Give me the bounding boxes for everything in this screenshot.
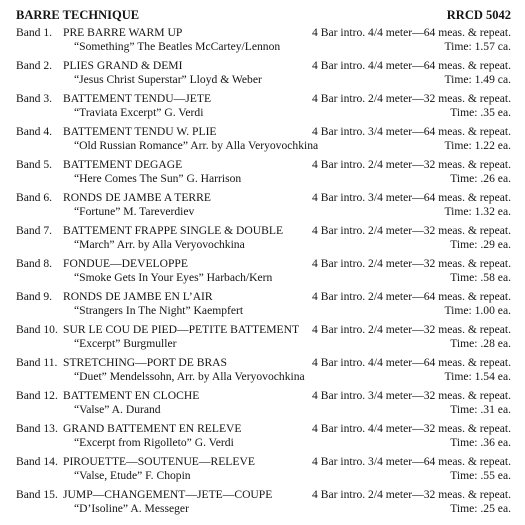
track-credit-text: “Something” The Beatles McCartey/Lennon <box>74 40 281 53</box>
track-time: Time: 1.57 ca. <box>444 40 511 53</box>
track-credit <box>63 337 177 351</box>
track-spec: 4 Bar intro. 4/4 meter—64 meas. & repeat. <box>312 356 511 369</box>
track-time: Time: 1.22 ea. <box>444 139 511 152</box>
track-spec: 4 Bar intro. 3/4 meter—64 meas. & repeat. <box>312 191 511 204</box>
track-title: PIROUETTE—SOUTENUE—RELEVE <box>63 455 255 468</box>
track-credit <box>63 73 262 87</box>
catalog-number: RRCD 5042 <box>446 8 511 22</box>
track-band-number: Band 5. <box>16 158 53 171</box>
track-title: BATTEMENT TENDU W. PLIE <box>63 125 217 138</box>
track-credit-text: “Excerpt from Rigolleto” G. Verdi <box>74 436 234 449</box>
track-credit-text: “Strangers In The Night” Kaempfert <box>74 304 244 317</box>
track-title: PLIES GRAND & DEMI <box>63 59 183 72</box>
track-band-number: Band 1. <box>16 26 53 39</box>
track-credit-text: “Traviata Excerpt” G. Verdi <box>74 106 204 119</box>
track-band-number: Band 10. <box>16 323 58 336</box>
track-time: Time: .29 ea. <box>450 238 511 251</box>
track-credit <box>63 238 245 252</box>
track-credit-text: “Smoke Gets In Your Eyes” Harbach/Kern <box>74 271 273 284</box>
track-title: STRETCHING—PORT DE BRAS <box>63 356 227 369</box>
track-time: Time: .28 ea. <box>450 337 511 350</box>
track-credit-text: “Fortune” M. Tareverdiev <box>74 205 195 218</box>
track-band-number: Band 2. <box>16 59 53 72</box>
track-band-number: Band 4. <box>16 125 53 138</box>
track-credit-text: “Valse, Etude” F. Chopin <box>74 469 191 482</box>
track-row <box>16 92 511 125</box>
header <box>16 7 511 23</box>
track-row <box>16 191 511 224</box>
track-row <box>16 257 511 290</box>
track-band-number: Band 6. <box>16 191 53 204</box>
track-spec: 4 Bar intro. 2/4 meter—64 meas. & repeat. <box>312 290 511 303</box>
track-title: SUR LE COU DE PIED—PETITE BATTEMENT <box>63 323 300 336</box>
track-title: FONDUE—DEVELOPPE <box>63 257 188 270</box>
track-time: Time: .26 ea. <box>450 172 511 185</box>
track-title: RONDS DE JAMBE EN L’AIR <box>63 290 213 303</box>
track-title: BATTEMENT DEGAGE <box>63 158 183 171</box>
track-row <box>16 59 511 92</box>
track-time: Time: 1.00 ea. <box>444 304 511 317</box>
track-row <box>16 323 511 356</box>
track-row <box>16 422 511 455</box>
track-row <box>16 125 511 158</box>
track-time: Time: 1.32 ea. <box>444 205 511 218</box>
track-credit <box>63 502 189 516</box>
track-credit-text: “Here Comes The Sun” G. Harrison <box>74 172 242 185</box>
track-credit <box>63 403 161 417</box>
track-time: Time: .36 ea. <box>450 436 511 449</box>
track-spec: 4 Bar intro. 2/4 meter—32 meas. & repeat. <box>312 158 511 171</box>
track-spec: 4 Bar intro. 2/4 meter—32 meas. & repeat. <box>312 92 511 105</box>
track-credit-text: “Jesus Christ Superstar” Lloyd & Weber <box>74 73 262 86</box>
track-spec: 4 Bar intro. 4/4 meter—64 meas. & repeat. <box>312 59 511 72</box>
track-list <box>16 26 511 521</box>
track-credit <box>63 139 319 153</box>
track-title: RONDS DE JAMBE A TERRE <box>63 191 211 204</box>
track-title: BATTEMENT TENDU—JETE <box>63 92 212 105</box>
track-spec: 4 Bar intro. 3/4 meter—32 meas. & repeat. <box>312 389 511 402</box>
track-band-number: Band 9. <box>16 290 53 303</box>
track-credit <box>63 106 204 120</box>
track-credit <box>63 271 273 285</box>
track-spec: 4 Bar intro. 3/4 meter—64 meas. & repeat. <box>312 455 511 468</box>
track-time: Time: 1.54 ea. <box>444 370 511 383</box>
track-row <box>16 356 511 389</box>
track-time: Time: .55 ea. <box>450 469 511 482</box>
track-band-number: Band 14. <box>16 455 58 468</box>
track-title: PRE BARRE WARM UP <box>63 26 183 39</box>
track-band-number: Band 12. <box>16 389 58 402</box>
track-band-number: Band 3. <box>16 92 53 105</box>
track-credit <box>63 40 281 54</box>
track-spec: 4 Bar intro. 2/4 meter—32 meas. & repeat. <box>312 224 511 237</box>
track-credit-text: “Old Russian Romance” Arr. by Alla Veryovochkina <box>74 139 319 152</box>
track-credit-text: “Duet” Mendelssohn, Arr. by Alla Veryovochkina <box>74 370 305 383</box>
track-credit <box>63 370 305 384</box>
track-spec: 4 Bar intro. 2/4 meter—32 meas. & repeat. <box>312 488 511 501</box>
track-credit <box>63 304 244 318</box>
track-credit <box>63 172 242 186</box>
track-spec: 4 Bar intro. 4/4 meter—32 meas. & repeat. <box>312 422 511 435</box>
track-spec: 4 Bar intro. 4/4 meter—64 meas. & repeat. <box>312 26 511 39</box>
track-time: Time: .25 ea. <box>450 502 511 515</box>
track-credit-text: “D’Isoline” A. Messeger <box>74 502 189 515</box>
track-row <box>16 488 511 521</box>
track-time: Time: .35 ea. <box>450 106 511 119</box>
track-spec: 4 Bar intro. 3/4 meter—64 meas. & repeat. <box>312 125 511 138</box>
track-row <box>16 158 511 191</box>
track-band-number: Band 11. <box>16 356 58 369</box>
track-band-number: Band 8. <box>16 257 53 270</box>
track-row <box>16 224 511 257</box>
track-row <box>16 389 511 422</box>
track-row <box>16 455 511 488</box>
track-credit-text: “Valse” A. Durand <box>74 403 161 416</box>
track-credit <box>63 469 191 483</box>
track-title: JUMP—CHANGEMENT—JETE—COUPE <box>63 488 273 501</box>
track-credit-text: “Excerpt” Burgmuller <box>74 337 177 350</box>
album-title: BARRE TECHNIQUE <box>16 8 140 22</box>
track-title: BATTEMENT FRAPPE SINGLE & DOUBLE <box>63 224 284 237</box>
track-band-number: Band 15. <box>16 488 58 501</box>
track-title: GRAND BATTEMENT EN RELEVE <box>63 422 242 435</box>
track-time: Time: 1.49 ca. <box>444 73 511 86</box>
track-spec: 4 Bar intro. 2/4 meter—32 meas. & repeat. <box>312 257 511 270</box>
track-credit-text: “March” Arr. by Alla Veryovochkina <box>74 238 245 251</box>
track-credit <box>63 436 234 450</box>
track-row <box>16 26 511 59</box>
track-title: BATTEMENT EN CLOCHE <box>63 389 200 402</box>
track-time: Time: .58 ea. <box>450 271 511 284</box>
track-row <box>16 290 511 323</box>
track-band-number: Band 7. <box>16 224 53 237</box>
track-band-number: Band 13. <box>16 422 58 435</box>
track-spec: 4 Bar intro. 2/4 meter—32 meas. & repeat. <box>312 323 511 336</box>
track-time: Time: .31 ea. <box>450 403 511 416</box>
track-credit <box>63 205 195 219</box>
